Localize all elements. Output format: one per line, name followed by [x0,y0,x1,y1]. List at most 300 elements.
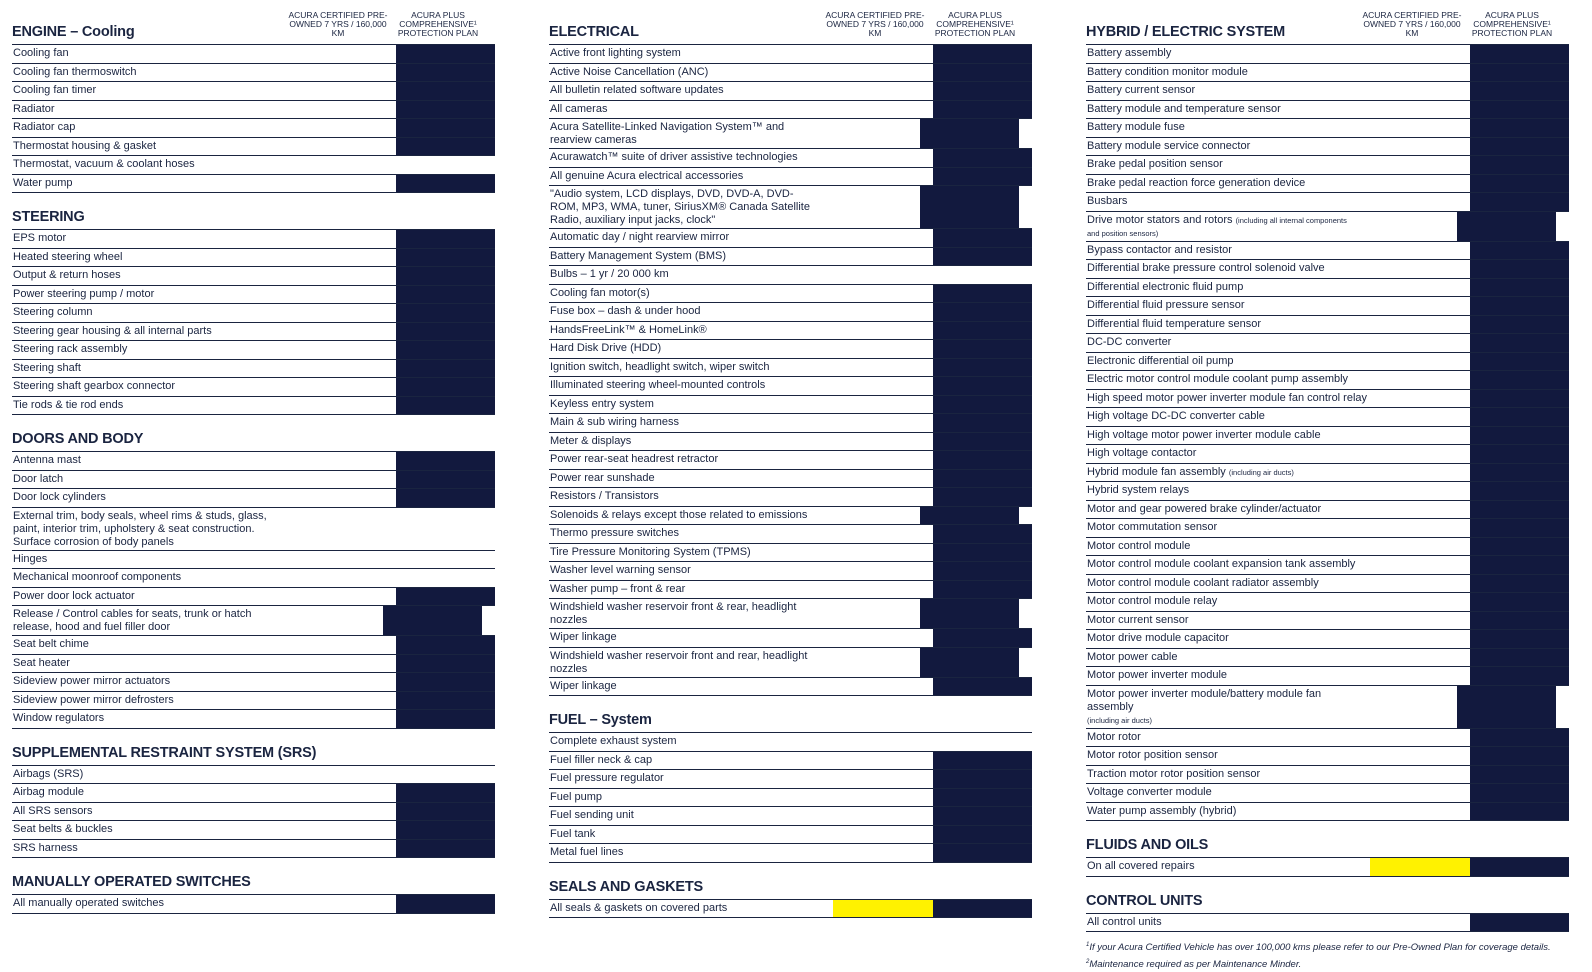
row-label [1086,64,1370,82]
table-row [1086,556,1569,575]
coverage-cell-certified-empty [296,138,396,156]
row-label-text: Ignition switch, headlight switch, wiper switch [550,360,770,373]
table-row [549,168,1032,187]
coverage-cell-plus-navy [920,186,1019,228]
coverage-cell-certified-empty [1370,193,1470,211]
coverage-cell-plus-navy [1470,260,1569,278]
row-label [549,45,833,63]
coverage-cell-plus-navy [396,840,495,858]
coverage-cell-certified-empty [1370,519,1470,537]
coverage-cell-certified-empty [296,766,396,784]
coverage-cell-certified-empty [833,525,933,543]
coverage-cell-plus-navy [396,175,495,193]
row-label-text: Brake pedal reaction force generation device [1087,176,1306,189]
column-engine-body [12,0,495,914]
coverage-cell-plus-navy [1470,803,1569,821]
row-label [1086,593,1370,611]
row-label-text: Radiator cap [13,121,76,133]
coverage-cell-certified-empty [1357,212,1457,241]
coverage-cell-plus-navy [1470,519,1569,537]
table-row [1086,101,1569,120]
row-label-text: High voltage DC-DC converter cable [1087,410,1265,422]
row-label [549,64,833,82]
row-label-text: Battery current sensor [1087,84,1196,96]
coverage-cell-plus-navy [933,900,1032,918]
table-row [549,45,1032,64]
table-row [549,525,1032,544]
coverage-cell-plus-navy [396,655,495,673]
row-label [549,648,820,677]
row-label-text: Active Noise Cancellation (ANC) [550,65,709,78]
table-row [12,230,495,249]
table-row [1086,316,1569,335]
coverage-cell-certified-empty [296,175,396,193]
row-label-text: Fuel tank [550,827,596,840]
row-label [12,710,296,728]
coverage-cell-certified-empty [283,508,383,550]
coverage-cell-plus-navy [1470,408,1569,426]
table-row [549,101,1032,120]
coverage-cell-certified-empty [296,45,396,63]
row-label-text: Complete exhaust system [550,735,677,747]
table-row [549,752,1032,771]
coverage-cell-certified-empty [1370,593,1470,611]
coverage-cell-plus-navy [396,82,495,100]
row-label [1086,519,1370,537]
coverage-cell-plus-navy [933,149,1032,167]
coverage-cell-certified-empty [296,82,396,100]
table-row [12,452,495,471]
coverage-cell-plus-empty [396,569,495,587]
row-label [12,175,296,193]
row-label-text: Cooling fan timer [13,84,97,96]
row-label [549,414,833,432]
table-row [549,82,1032,101]
row-label [549,629,833,647]
coverage-cell-certified-empty [1370,260,1470,278]
row-label-text: All control units [1087,915,1162,928]
coverage-cell-certified-empty [820,648,920,677]
coverage-cell-plus-navy [396,784,495,802]
row-label [1086,45,1370,63]
row-label-text: Electric motor control module coolant pump assembly [1087,373,1349,385]
row-label-text: Tire Pressure Monitoring System (TPMS) [550,545,751,558]
row-label [1086,101,1370,119]
table-row [1086,649,1569,668]
row-label-text: Hard Disk Drive (HDD) [550,342,662,354]
coverage-cell-certified-empty [1370,747,1470,765]
row-label [549,340,833,358]
section-title-steering: STEERING [12,193,495,230]
coverage-cell-plus-navy [396,452,495,470]
table-row [12,692,495,711]
table-row [1086,464,1569,483]
table-row [549,470,1032,489]
table-row [12,341,495,360]
table-row [1086,538,1569,557]
coverage-cell-plus-navy [1470,427,1569,445]
coverage-cell-plus-navy [1457,212,1556,241]
table-row [1086,766,1569,785]
coverage-cell-plus-navy [933,340,1032,358]
row-label-text: Battery module fuse [1087,121,1185,133]
coverage-cell-plus-navy [1470,593,1569,611]
row-label-text: High voltage motor power inverter module cable [1087,428,1321,441]
row-label [1086,482,1370,500]
table-row [549,451,1032,470]
footnotes [1086,938,1569,972]
table-row [549,359,1032,378]
coverage-cell-certified-empty [833,377,933,395]
table-row [549,629,1032,648]
coverage-cell-plus-navy [1470,193,1569,211]
coverage-cell-certified-empty [296,378,396,396]
row-label [12,286,296,304]
coverage-cell-certified-empty [1370,803,1470,821]
row-label [549,149,833,167]
coverage-cell-certified-empty [296,230,396,248]
coverage-cell-certified-empty [833,733,933,751]
table-row [549,826,1032,845]
coverage-cell-plus-navy [396,119,495,137]
coverage-cell-certified-empty [296,636,396,654]
coverage-cell-certified-empty [1370,538,1470,556]
table-row [12,673,495,692]
table-row [549,396,1032,415]
row-label [12,119,296,137]
coverage-cell-certified-empty [283,606,383,635]
table-row [12,710,495,729]
row-label [12,655,296,673]
row-label [1086,630,1370,648]
coverage-cell-plus-navy [1470,82,1569,100]
row-label-text: Airbags (SRS) [13,767,84,780]
table-row [1086,297,1569,316]
row-label [549,544,833,562]
row-label-text: Motor rotor position sensor [1087,749,1218,761]
row-label [549,826,833,844]
coverage-cell-certified-empty [296,569,396,587]
coverage-cell-plus-navy [933,470,1032,488]
row-label-text: Steering rack assembly [13,343,128,355]
row-label [549,900,833,918]
row-label-text: Power rear-seat headrest retractor [550,453,719,465]
row-label [549,101,833,119]
table-row [549,433,1032,452]
coverage-cell-certified-empty [296,119,396,137]
table-row [12,378,495,397]
row-label [1086,445,1370,463]
row-label [549,599,820,628]
table-row [549,599,1032,629]
coverage-cell-certified-empty [833,544,933,562]
table-row [12,360,495,379]
coverage-cell-certified-empty [833,303,933,321]
coverage-cell-plus-empty [383,508,482,550]
table-row [549,900,1032,919]
row-label [12,341,296,359]
table-row [12,821,495,840]
table-row [1086,630,1569,649]
table-row [549,186,1032,229]
row-label [1086,242,1370,260]
table-row [549,807,1032,826]
coverage-cell-plus-empty [396,551,495,569]
row-label [12,82,296,100]
table-row [1086,260,1569,279]
coverage-cell-certified-empty [1370,64,1470,82]
row-label-text: Voltage converter module [1087,786,1212,798]
row-label-text: Cooling fan motor(s) [550,286,650,299]
row-label-text: Power rear sunshade [550,471,655,484]
row-label [12,230,296,248]
coverage-cell-plus-navy [920,507,1019,525]
row-label [549,285,833,303]
row-label-text: Door lock cylinders [13,491,106,503]
section-title-fuel-system: FUEL – System [549,696,1032,733]
row-label [1086,212,1357,241]
row-label-text: Motor power cable [1087,650,1178,663]
row-label-text: Thermostat, vacuum & coolant hoses [13,158,195,170]
row-label-text: On all covered repairs [1087,860,1195,872]
coverage-cell-certified-empty [296,101,396,119]
coverage-cell-plus-navy [933,826,1032,844]
coverage-cell-plus-navy [396,895,495,913]
section-title: ENGINE – Cooling [12,24,135,40]
coverage-cell-certified-empty [833,285,933,303]
coverage-cell-plus-navy [1470,667,1569,685]
coverage-cell-plus-navy [1470,612,1569,630]
table-row [1086,747,1569,766]
row-label [1086,138,1370,156]
table-row [12,840,495,859]
row-label [1086,784,1370,802]
row-label-note: (including air ducts) [1087,715,1153,725]
coverage-cell-plus-empty [933,266,1032,284]
header-comprehensive-plan: ACURA PLUS COMPREHENSIVE¹ PROTECTION PLAN [1471,10,1553,38]
row-label-text: Sideview power mirror actuators [13,675,171,687]
row-label-text: Window regulators [13,712,105,724]
row-label-text: Differential fluid temperature sensor [1087,317,1262,330]
table-row [549,488,1032,507]
coverage-cell-plus-navy [933,377,1032,395]
coverage-cell-certified-empty [296,304,396,322]
table-row [1086,858,1569,877]
row-label [549,770,833,788]
table-row [1086,686,1569,729]
coverage-cell-certified-empty [833,581,933,599]
coverage-cell-plus-navy [396,360,495,378]
row-label [549,678,833,696]
row-label [12,64,296,82]
coverage-cell-certified-empty [296,341,396,359]
row-label-text: All genuine Acura electrical accessories [550,169,744,182]
row-label-text: Motor commutation sensor [1087,521,1218,533]
footnote-marker: 2 [1086,959,1090,966]
row-label-text: Motor control module relay [1087,595,1218,607]
coverage-cell-plus-navy [396,821,495,839]
row-label-text: Door latch [13,472,64,485]
row-label-text: Motor and gear powered brake cylinder/actuator [1087,502,1322,515]
row-label [12,45,296,63]
coverage-cell-plus-navy [933,581,1032,599]
section-title: ELECTRICAL [549,24,639,40]
row-label [1086,390,1370,408]
row-label [1086,353,1370,371]
table-row [549,285,1032,304]
coverage-cell-plus-navy [1470,766,1569,784]
coverage-cell-certified-empty [833,359,933,377]
row-label-text: Windshield washer reservoir front & rear, headlight nozzles [550,601,797,626]
coverage-cell-plus-navy [933,64,1032,82]
table-row [549,266,1032,285]
header-comprehensive-plan: ACURA PLUS COMPREHENSIVE¹ PROTECTION PLAN [397,10,479,38]
row-label [12,766,296,784]
row-label [12,267,296,285]
table-row [549,562,1032,581]
row-label [1086,193,1370,211]
row-label-text: Battery Management System (BMS) [550,249,727,262]
table-row [12,655,495,674]
coverage-cell-plus-navy [396,230,495,248]
coverage-cell-plus-navy [1470,747,1569,765]
coverage-cell-certified-empty [296,323,396,341]
row-label [12,895,296,913]
coverage-cell-certified-empty [833,562,933,580]
coverage-cell-plus-navy [1470,538,1569,556]
section-title-doors-and-body: DOORS AND BODY [12,415,495,452]
header-certified-pre-owned: ACURA CERTIFIED PRE-OWNED 7 YRS / 160,000 KM [288,10,388,38]
row-label [12,569,296,587]
coverage-cell-plus-navy [1470,101,1569,119]
table-row [1086,119,1569,138]
coverage-cell-plus-navy [396,286,495,304]
coverage-cell-certified-empty [296,489,396,507]
coverage-cell-certified-empty [296,710,396,728]
row-label-text: Motor rotor [1087,730,1141,743]
table-row [1086,667,1569,686]
row-label-text: Cooling fan [13,47,69,59]
row-label-text: Mechanical moonroof components [13,571,182,583]
row-label [1086,575,1370,593]
row-label [12,821,296,839]
row-label [1086,858,1370,876]
coverage-cell-plus-navy [396,304,495,322]
row-label [549,377,833,395]
row-label-text: Battery module service connector [1087,139,1251,152]
row-label-text: Traction motor rotor position sensor [1087,767,1261,780]
row-label-text: Motor control module coolant expansion tank assembly [1087,558,1356,570]
row-label [1086,408,1370,426]
coverage-cell-plus-navy [933,45,1032,63]
row-label-text: Cooling fan thermoswitch [13,65,137,78]
row-label-text: High speed motor power inverter module fan control relay [1087,391,1368,404]
coverage-cell-plus-navy [396,588,495,606]
row-label-text: Acurawatch™ suite of driver assistive technologies [550,151,798,163]
row-label-text: Hinges [13,552,48,565]
coverage-cell-plus-navy [396,489,495,507]
coverage-cell-certified-empty [1370,427,1470,445]
table-row [549,770,1032,789]
coverage-cell-plus-navy [383,606,482,635]
table-row [12,636,495,655]
table-row [549,322,1032,341]
table-row [12,119,495,138]
table-row [549,507,1032,526]
coverage-cell-plus-navy [396,471,495,489]
row-label [12,692,296,710]
row-label [1086,119,1370,137]
coverage-cell-certified-empty [833,488,933,506]
row-label-text: All SRS sensors [13,804,93,817]
row-label [1086,538,1370,556]
row-label [1086,297,1370,315]
table-row [12,267,495,286]
row-label-text: Motor power inverter module [1087,669,1228,681]
row-label-text: Sideview power mirror defrosters [13,693,174,706]
coverage-cell-certified-empty [833,322,933,340]
row-label-text: Drive motor stators and rotors [1087,213,1233,226]
footnote [1086,955,1569,972]
section-title-seals-and-gaskets: SEALS AND GASKETS [549,863,1032,900]
coverage-cell-certified-empty [833,266,933,284]
table-row [1086,193,1569,212]
table-row [1086,612,1569,631]
row-label [12,551,296,569]
coverage-cell-plus-navy [396,45,495,63]
row-label [12,673,296,691]
coverage-cell-certified-empty [833,807,933,825]
coverage-cell-certified-empty [833,396,933,414]
row-label-text: SRS harness [13,841,78,854]
coverage-cell-certified-empty [296,360,396,378]
coverage-cell-plus-navy [1470,64,1569,82]
row-label-text: Bypass contactor and resistor [1087,243,1232,256]
coverage-cell-plus-navy [1470,501,1569,519]
row-label-text: Fuse box – dash & under hood [550,305,701,317]
header-certified-pre-owned: ACURA CERTIFIED PRE-OWNED 7 YRS / 160,000 KM [825,10,925,38]
row-label [12,508,283,550]
coverage-cell-plus-empty [396,766,495,784]
coverage-cell-plus-navy [933,322,1032,340]
table-row [549,648,1032,678]
table-row [12,101,495,120]
row-label-text: Main & sub wiring harness [550,416,680,428]
coverage-cell-certified-empty [1370,297,1470,315]
header-certified-pre-owned: ACURA CERTIFIED PRE-OWNED 7 YRS / 160,000 KM [1362,10,1462,38]
row-label [1086,914,1370,932]
table-row [1086,64,1569,83]
table-row [1086,914,1569,933]
row-label [1086,156,1370,174]
table-row [1086,784,1569,803]
coverage-cell-plus-navy [1470,156,1569,174]
table-row [12,304,495,323]
coverage-cell-plus-navy [1470,464,1569,482]
coverage-cell-certified-empty [296,840,396,858]
table-row [549,414,1032,433]
coverage-cell-certified-empty [833,101,933,119]
row-label-text: Seat heater [13,656,70,669]
row-label-text: Electronic differential oil pump [1087,354,1234,367]
coverage-cell-plus-navy [933,433,1032,451]
coverage-cell-certified-empty [833,45,933,63]
row-label-text: All seals & gaskets on covered parts [550,901,728,914]
coverage-cell-certified-empty [820,119,920,148]
row-label-text: Radiator [13,102,55,115]
table-row [1086,519,1569,538]
coverage-cell-certified-yellow [833,900,933,918]
